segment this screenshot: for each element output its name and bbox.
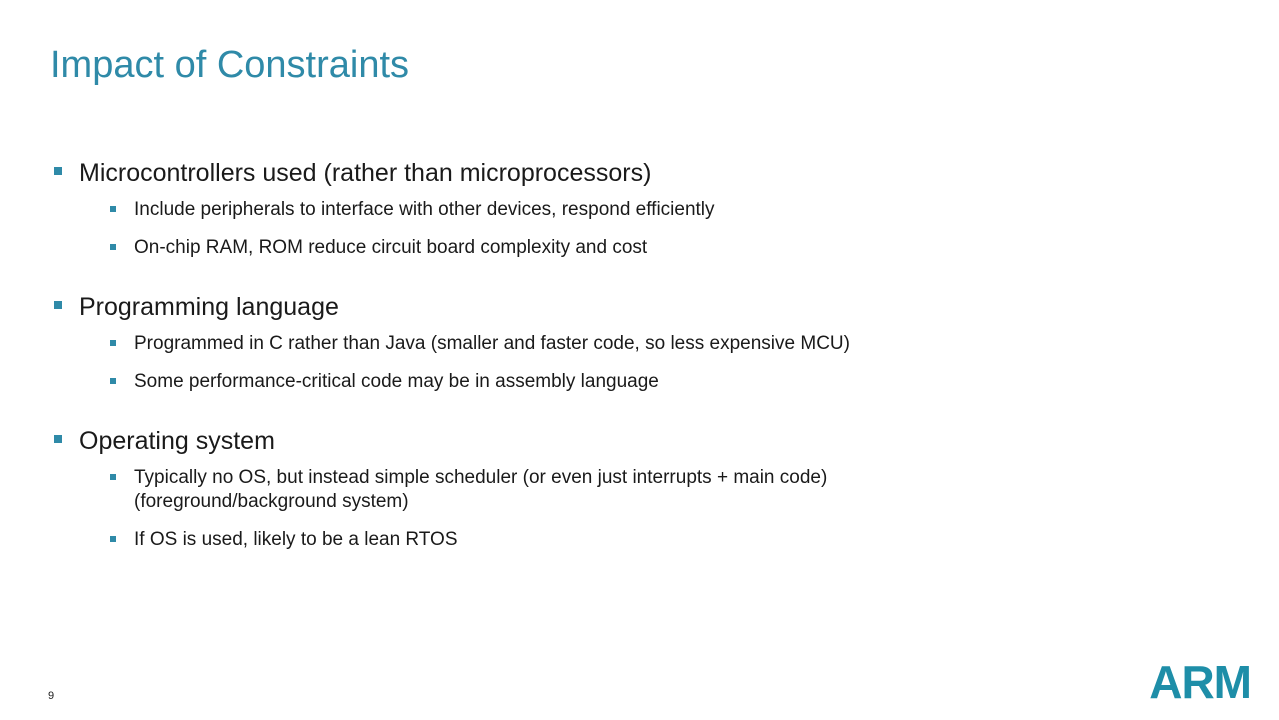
sub-bullet-item: [54, 466, 1034, 514]
bullet-group: [54, 284, 1204, 394]
sub-bullet-text: Some performance-critical code may be in assembly language: [134, 371, 659, 392]
square-bullet-icon: [54, 167, 62, 175]
bullet-group: [54, 418, 1204, 552]
sub-bullet-text: If OS is used, likely to be a lean RTOS: [134, 529, 458, 550]
sub-bullet-item: [54, 332, 1204, 356]
bullet-group: [54, 150, 1204, 260]
bullet-item: [54, 418, 1204, 464]
square-bullet-icon: [110, 244, 116, 250]
square-bullet-icon: [110, 206, 116, 212]
square-bullet-icon: [54, 435, 62, 443]
square-bullet-icon: [110, 340, 116, 346]
sub-bullet-text: Include peripherals to interface with other devices, respond efficiently: [134, 199, 715, 220]
sub-bullet-item: [54, 236, 1204, 260]
bullet-text: Programming language: [79, 293, 339, 321]
bullet-item: [54, 150, 1204, 196]
slide-title: Impact of Constraints: [50, 44, 410, 86]
square-bullet-icon: [110, 536, 116, 542]
sub-bullet-text: On-chip RAM, ROM reduce circuit board complexity and cost: [134, 237, 648, 258]
sub-bullet-text: Programmed in C rather than Java (smaller and faster code, so less expensive MCU): [134, 333, 850, 354]
square-bullet-icon: [110, 474, 116, 480]
bullet-list: [54, 150, 1204, 576]
sub-bullet-item: [54, 528, 1204, 552]
square-bullet-icon: [110, 378, 116, 384]
bullet-item: [54, 284, 1204, 330]
square-bullet-icon: [54, 301, 62, 309]
sub-bullet-item: [54, 198, 1204, 222]
bullet-text: Microcontrollers used (rather than microprocessors): [79, 159, 652, 187]
page-number: 9: [48, 690, 55, 702]
sub-bullet-text: Typically no OS, but instead simple scheduler (or even just interrupts + main code) (foreground/background system): [134, 467, 828, 512]
bullet-text: Operating system: [79, 427, 275, 455]
arm-logo: ARM: [1149, 656, 1251, 708]
sub-bullet-item: [54, 370, 1204, 394]
